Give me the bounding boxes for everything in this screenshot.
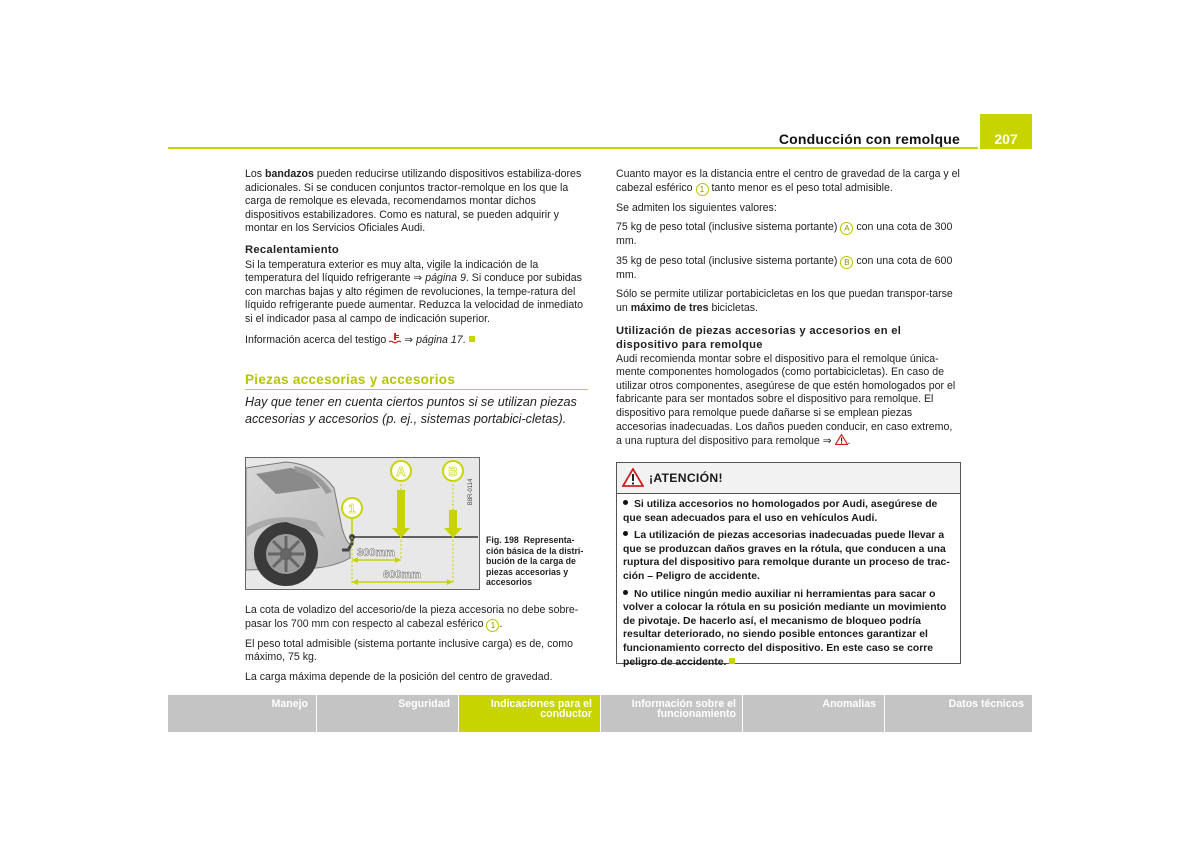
ref-1-icon: 1 (486, 619, 499, 632)
section-title: Piezas accesorias y accesorios (245, 372, 456, 387)
warning-item: No utilice ningún medio auxiliar ni herramientas para sacar o volver a colocar la rótula en su posición mediante un movimiento de pivotaje. De hacerlo así, el mecanismo de bloqueo podría resultar deteriorado, no siendo posible entonces garantizar el funcionamiento correcto del dispositivo. En este caso se corre peligro de accidente. (623, 588, 947, 668)
end-marker (469, 336, 475, 342)
warning-title: ¡ATENCIÓN! (649, 471, 723, 485)
load-distribution-diagram (246, 458, 479, 589)
link-page-17[interactable]: página 17 (416, 333, 463, 346)
paragraph-peso: El peso total admisible (sistema portante inclusive carga) es de, como máximo, 75 kg. (245, 637, 573, 664)
ref-a-icon: A (840, 222, 853, 235)
link-page-9[interactable]: página 9 (425, 272, 466, 285)
coolant-warning-icon (389, 333, 401, 344)
left-column-bottom (245, 604, 588, 690)
label-1: 1 (348, 501, 356, 516)
dimension-300: 300mm (357, 547, 395, 559)
paragraph-75kg: 75 kg de peso total (inclusive sistema portante) A con una cota de 300 mm. (616, 221, 953, 248)
paragraph-recalentamiento: Si la temperatura exterior es muy alta, vigile la indicación de la temperatura del líquido refrigerante ⇒ página 9. Si conduce por subidas con marchas bajas y alto régimen de revoluciones, la tempe-ratura del líquido refrigerante puede aumentar. Reduzca la velocidad de inmediato si el indicador pasa al campo de indicación superior. (245, 258, 584, 325)
label-a: A (396, 464, 406, 479)
tab-datos-tecnicos[interactable]: Datos técnicos (885, 695, 1032, 732)
tab-seguridad[interactable]: Seguridad (317, 695, 458, 732)
paragraph-voladizo: La cota de voladizo del accesorio/de la pieza accesoria no debe sobre-pasar los 700 mm con respecto al cabezal esférico 1 . (245, 604, 579, 630)
tab-manejo[interactable]: Manejo (168, 695, 316, 732)
label-b: B (448, 464, 458, 479)
paragraph-carga: La carga máxima depende de la posición del centro de gravedad. (245, 670, 553, 683)
heading-recalentamiento: Recalentamiento (245, 243, 340, 256)
end-marker (729, 658, 735, 664)
paragraph-35kg: 35 kg de peso total (inclusive sistema portante) B con una cota de 600 mm. (616, 254, 953, 281)
tab-indicaciones[interactable]: Indicaciones para el conductor (459, 695, 600, 732)
right-column (616, 168, 960, 455)
paragraph-bandazos: Los bandazos pueden reducirse utilizando dispositivos estabiliza-dores adicionales. Si se conducen conjuntos tractor-remolque en los que la carga de remolque es elevada, recomendamos montar dichos dispositivos estabilizadores. Como es natural, se pueden adquirir y montar en los Servicios Oficiales Audi. (245, 168, 582, 235)
warning-item: Si utiliza accesorios no homologados por Audi, asegúrese de que sean adecuados para el uso en vehículos Audi. (623, 499, 938, 524)
paragraph-distancia: Cuanto mayor es la distancia entre el centro de gravedad de la carga y el cabezal esférico 1 tanto menor es el peso total admisible. (616, 168, 960, 194)
ref-b-icon: B (840, 256, 853, 269)
figure-code: B8R-0114 (468, 478, 474, 506)
tab-anomalias[interactable]: Anomalías (743, 695, 884, 732)
warning-triangle-icon (622, 468, 644, 487)
warning-triangle-icon (835, 434, 848, 445)
warning-header (617, 463, 960, 494)
paragraph-valores: Se admiten los siguientes valores: (616, 201, 777, 214)
header-rule (168, 147, 978, 149)
heading-utilizacion: Utilización de piezas accesorias y accesorios en el dispositivo para remolque (616, 324, 902, 351)
page-number: 207 (980, 114, 1032, 149)
left-column-top (245, 168, 588, 353)
figure-caption: Fig. 198 Representa-ción básica de la distri-bución de la carga de piezas accesorias y accesorios (486, 535, 584, 588)
figure-198 (245, 457, 480, 590)
paragraph-bicicletas: Sólo se permite utilizar portabicicletas en los que puedan transpor-tarse un máximo de tres bicicletas. (616, 288, 953, 314)
dimension-600: 600mm (383, 569, 421, 581)
paragraph-recomienda: Audi recomienda montar sobre el dispositivo para el remolque única-mente componentes homologados (como portabicicletas). En caso de utilizar otros componentes, asegúrese de que estén homologados por el fabricante para ser montados sobre el dispositivo para remolque. El dispositivo para remolque puede dañarse si se emplean piezas accesorias inadecuadas. Los daños pueden conducir, en caso extremo, a una ruptura del dispositivo para remolque ⇒ . (616, 352, 956, 448)
warning-item: La utilización de piezas accesorias inadecuadas puede llevar a que se produzcan daños graves en la rótula, que conducen a una ruptura del dispositivo para remolque durante un proceso de trac-ción – Peligro de accidente. (623, 530, 950, 582)
ref-1-icon: 1 (696, 183, 709, 196)
section-rule (245, 389, 588, 390)
warning-box (616, 462, 961, 668)
tab-informacion[interactable]: Información sobre el funcionamiento (601, 695, 742, 732)
section-intro: Hay que tener en cuenta ciertos puntos si se utilizan piezas accesorias y accesorios (p. ej., sistemas portabici-cletas). (245, 395, 577, 426)
paragraph-testigo: Información acerca del testigo ⇒ página 17. (245, 333, 588, 348)
page-title: Conducción con remolque (778, 131, 960, 147)
